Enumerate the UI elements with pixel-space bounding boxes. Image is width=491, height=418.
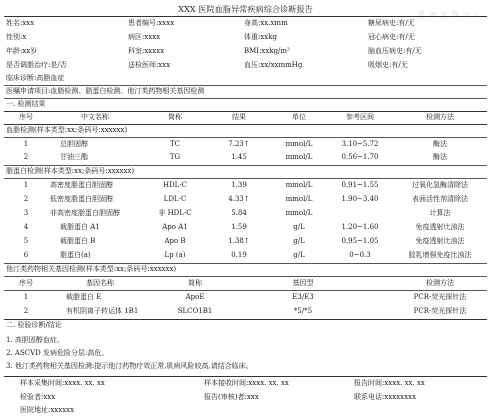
report-title: XXX 医院血脂异常疾病综合诊断报告 <box>178 4 313 14</box>
col-header-abbr: 简称 <box>168 113 182 121</box>
row-unit: mmol/L <box>285 140 313 148</box>
row-ref: 1.90~3.40 <box>341 195 379 203</box>
divider <box>4 263 487 264</box>
col-header-name: 中文名称 <box>81 113 109 121</box>
divider <box>4 124 487 125</box>
col-header-ref: 参考区间 <box>346 113 374 121</box>
patient-ward: 病区:xxxx <box>128 33 161 41</box>
row-method: 免疫透射比浊法 <box>415 223 465 231</box>
group-title-lipoprotein: 脂蛋白检测(样本类型:xx;条码号:xxxxxx) <box>6 167 135 175</box>
row-result: 1.45 <box>231 153 247 161</box>
divider <box>4 276 487 277</box>
row-result: 1.39 <box>231 181 247 189</box>
divider <box>4 137 487 138</box>
row-ref: 0.91~1.55 <box>341 181 379 189</box>
row-abbr: Apo B <box>164 237 186 245</box>
row-result: 5.84 <box>231 209 247 217</box>
col-header-unit: 单位 <box>292 113 306 121</box>
col-header-no: 序号 <box>19 113 33 121</box>
row-result: 7.23↑ <box>228 140 250 148</box>
receive-time: 样本接收时间:xxxx. xx. xx <box>204 379 289 387</box>
row-no: 1 <box>23 140 29 148</box>
row-unit: g/L <box>293 237 305 245</box>
patient-height: 身高:xx.xmm <box>244 19 288 27</box>
row-method: 过氧化氢酶清除法 <box>412 181 468 189</box>
gene-row-genotype: E3/E3 <box>292 293 314 301</box>
section-conclusion-title: 二. 检验诊断/结论 <box>6 321 62 329</box>
divider <box>4 111 487 112</box>
row-method: 免疫透射比浊法 <box>415 237 465 245</box>
row-result: 1.59 <box>231 223 247 231</box>
gene-row-abbr: SLCO1B1 <box>177 307 213 315</box>
row-ref: 0.56~1.70 <box>341 153 379 161</box>
clinical-diagnosis: 临床诊断:高脂血症 <box>6 74 65 82</box>
row-abbr: Lp (a) <box>164 251 186 259</box>
conclusion-item: 3. 他汀类药物相关基因检测:提示他汀药物疗效正常,肌病风险较高,请结合临床。 <box>6 362 253 370</box>
gene-row-method: PCR-荧光探针法 <box>413 307 467 315</box>
gene-row-name: 有机阴离子转运体 1B1 <box>66 307 139 315</box>
row-ref: 0~0.3 <box>349 251 371 259</box>
patient-id: 患者编号:xxxx <box>128 19 175 27</box>
divider <box>4 319 487 320</box>
divider <box>4 85 487 86</box>
watermark-text: 健 康 管 理 中 心 <box>418 11 483 19</box>
row-method: 胶乳增强免疫比浊法 <box>408 251 472 259</box>
patient-weight: 体重:xxkg <box>244 33 277 41</box>
row-method: 表面活性剂清除法 <box>412 195 468 203</box>
row-result: 0.19 <box>231 251 247 259</box>
row-method: 计算法 <box>429 209 451 217</box>
report-time: 报告时间:xxxx. xx. xx <box>354 379 425 387</box>
row-unit: g/L <box>293 223 305 231</box>
row-no: 6 <box>23 251 29 259</box>
collect-time: 样本采集时间:xxxx. xx. xx <box>20 379 105 387</box>
section-results-title: 一. 检测结果 <box>6 100 46 108</box>
row-result: 4.33↑ <box>228 195 250 203</box>
row-abbr: HDL-C <box>162 181 188 189</box>
row-unit: mmol/L <box>285 195 313 203</box>
contact-phone: 联系电话:xxxxxxxx <box>354 393 416 401</box>
group-title-gene: 他汀类药物相关基因检测(样本类型:xx;条码号:xxxxxx) <box>6 265 177 273</box>
patient-chd: 冠心病史:有/无 <box>368 33 415 41</box>
gene-row-method: PCR-荧光探针法 <box>413 293 467 301</box>
gene-row-abbr: ApoE <box>185 293 205 301</box>
row-abbr: TC <box>169 140 181 148</box>
gene-col-header-abbr: 简称 <box>188 279 202 287</box>
row-name: 高密度脂蛋白胆固醇 <box>50 181 113 189</box>
row-no: 2 <box>23 153 29 161</box>
row-ref: 1.20~1.60 <box>341 223 379 231</box>
row-no: 3 <box>23 209 29 217</box>
divider <box>4 98 487 99</box>
row-name: 甘油三酯 <box>60 153 88 161</box>
reviewer: 报告(审核)者:xxx <box>204 393 259 401</box>
patient-diabetes: 糖尿病史:有/无 <box>368 19 415 27</box>
patient-bp: 血压:xx/xxmmHg <box>244 61 303 69</box>
divider <box>4 16 487 17</box>
patient-name: 姓名:xxx <box>6 19 35 27</box>
row-unit: mmol/L <box>285 153 313 161</box>
gene-col-header-method: 检测方法 <box>426 279 454 287</box>
row-abbr: LDL-C <box>163 195 187 203</box>
row-ref: 0.95~1.05 <box>341 237 379 245</box>
conclusion-item: 2. ASCVD 发病危险分层:高危。 <box>6 349 109 357</box>
row-unit: mmol/L <box>285 209 313 217</box>
gene-row-no: 1 <box>23 293 29 301</box>
row-abbr: 非 HDL-C <box>158 209 192 217</box>
row-name: 低密度脂蛋白胆固醇 <box>50 195 113 203</box>
row-name: 总胆固醇 <box>60 140 88 148</box>
row-abbr: Apo A1 <box>162 223 188 231</box>
patient-dept: 科室:xxxxx <box>128 47 165 55</box>
gene-col-header-genotype: 基因型 <box>292 279 314 287</box>
row-ref: 3.10~5.72 <box>341 140 379 148</box>
row-name: 非高密度脂蛋白胆固醇 <box>50 209 120 217</box>
gene-row-name: 载脂蛋白 E <box>66 293 102 301</box>
row-result: 1.38↑ <box>228 237 250 245</box>
col-header-result: 结果 <box>232 113 246 121</box>
row-method: 酶法 <box>433 153 447 161</box>
patient-cvd: 脑血压病史:有/无 <box>368 47 422 55</box>
divider <box>4 376 487 377</box>
divider <box>4 178 487 179</box>
row-no: 5 <box>23 237 29 245</box>
row-no: 2 <box>23 195 29 203</box>
patient-doctor: 送检医师:xxx <box>128 61 171 69</box>
row-unit: g/L <box>293 251 305 259</box>
patient-bmi: BMI:xxkg/m² <box>244 47 290 55</box>
divider <box>4 165 487 166</box>
order-items: 医嘱申请项目:血脂检测、脂蛋白检测、他汀类药物相关基因检测 <box>6 87 205 95</box>
row-no: 1 <box>23 181 29 189</box>
tester: 检验者:xxx <box>20 393 56 401</box>
col-header-method: 检测方法 <box>426 113 454 121</box>
row-name: 载脂蛋白 B <box>60 237 96 245</box>
gene-col-header-no: 序号 <box>19 279 33 287</box>
divider <box>4 290 487 291</box>
row-unit: mmol/L <box>285 181 313 189</box>
patient-treated: 是否调脂治疗:是/否 <box>6 61 67 69</box>
row-no: 4 <box>23 223 29 231</box>
row-abbr: TG <box>169 153 181 161</box>
gene-row-genotype: *5/*5 <box>293 307 313 315</box>
patient-smoke: 吸烟史:有/无 <box>368 61 408 69</box>
gene-col-header-name: 基因名称 <box>86 279 114 287</box>
conclusion-item: 1. 高胆固醇血症。 <box>6 336 64 344</box>
row-method: 酶法 <box>433 140 447 148</box>
group-title-lipid: 血脂检测(样本类型:xx;条码号:xxxxxx) <box>6 126 128 134</box>
row-name: 脂蛋白(a) <box>60 251 91 259</box>
patient-age: 年龄:xx岁 <box>6 47 38 55</box>
patient-sex: 性别:x <box>6 33 27 41</box>
gene-row-no: 2 <box>23 307 29 315</box>
hospital-address: 医院地址:xxxxxx <box>20 406 75 414</box>
row-name: 载脂蛋白 A1 <box>60 223 100 231</box>
